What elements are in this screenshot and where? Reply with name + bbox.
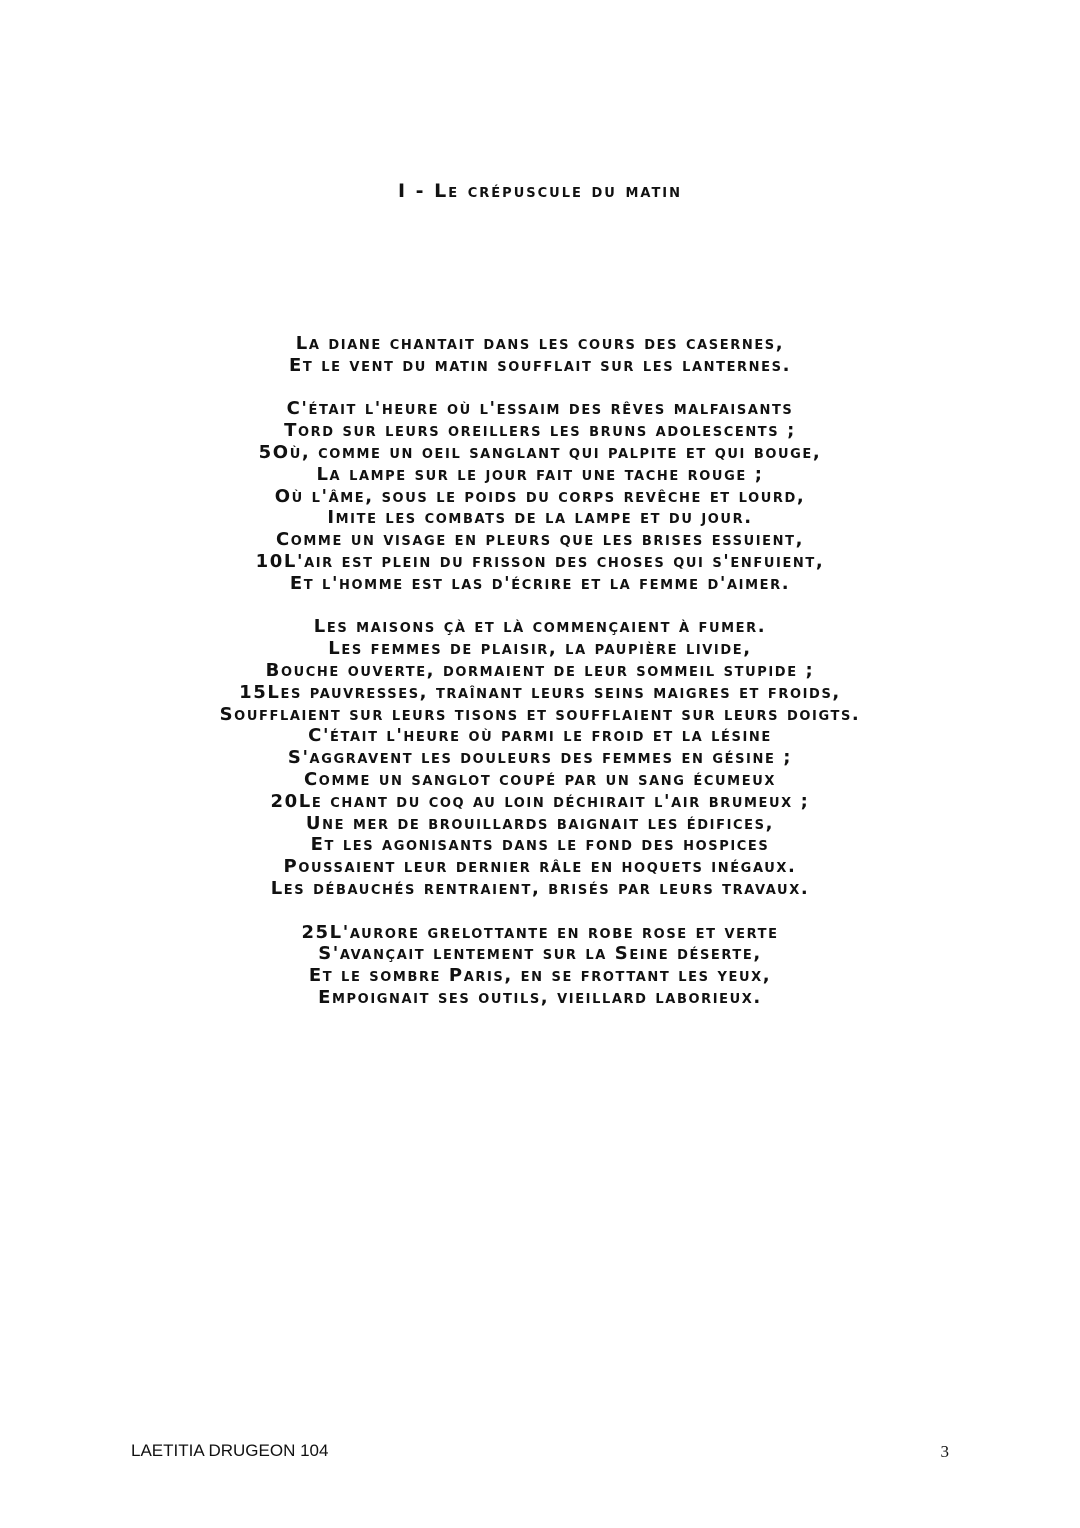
verse-line: C'était l'heure où parmi le froid et la lésine: [308, 725, 772, 747]
verse-line: Où l'âme, sous le poids du corps revêche et lourd,: [274, 485, 806, 507]
verse-line: Comme un sanglot coupé par un sang écumeux: [304, 768, 776, 790]
stanza-1: [0, 333, 1080, 377]
verse-line: Tord sur leurs oreillers les bruns adolescents ;: [284, 420, 796, 442]
poem-body: [0, 333, 1080, 1031]
verse-line: Bouche ouverte, dormaient de leur sommeil stupide ;: [265, 659, 815, 681]
verse-line: Une mer de brouillards baignait les édifices,: [305, 812, 775, 834]
verse-line: Les femmes de plaisir, la paupière livide,: [328, 638, 752, 660]
verse-line: Et les agonisants dans le fond des hospices: [310, 834, 770, 856]
verse-line: Empoignait ses outils, vieillard laborieux.: [318, 986, 762, 1008]
verse-line: Et le vent du matin soufflait sur les lanternes.: [288, 354, 792, 376]
stanza-3: [0, 616, 1080, 899]
verse-line: 20Le chant du coq au loin déchirait l'air brumeux ;: [270, 790, 810, 812]
verse-line: Poussaient leur dernier râle en hoquets inégaux.: [283, 856, 797, 878]
page-number: 3: [940, 1442, 949, 1461]
stanza-4: [0, 922, 1080, 1009]
verse-line: Et l'homme est las d'écrire et la femme d'aimer.: [289, 572, 791, 594]
stanza-2: [0, 398, 1080, 594]
footer-author: LAETITIA DRUGEON 104: [131, 1441, 329, 1460]
verse-line: 5Où, comme un oeil sanglant qui palpite et qui bouge,: [258, 441, 822, 463]
verse-line: S'avançait lentement sur la Seine déserte,: [318, 943, 762, 965]
verse-line: Comme un visage en pleurs que les brises essuient,: [275, 529, 805, 551]
verse-line: 25L'aurore grelottante en robe rose et verte: [301, 921, 779, 943]
verse-line: 10L'air est plein du frisson des choses qui s'enfuient,: [255, 550, 825, 572]
verse-line: C'était l'heure où l'essaim des rêves malfaisants: [286, 398, 794, 420]
verse-line: La lampe sur le jour fait une tache rouge ;: [316, 463, 764, 485]
poem-title: I - Le crépuscule du matin: [397, 180, 683, 202]
verse-line: Les maisons çà et là commençaient à fumer.: [313, 616, 767, 638]
verse-line: S'aggravent les douleurs des femmes en gésine ;: [287, 747, 793, 769]
verse-line: Les débauchés rentraient, brisés par leurs travaux.: [270, 877, 810, 899]
verse-line: Soufflaient sur leurs tisons et soufflaient sur leurs doigts.: [219, 703, 861, 725]
verse-line: Et le sombre Paris, en se frottant les yeux,: [308, 965, 772, 987]
verse-line: La diane chantait dans les cours des casernes,: [295, 333, 785, 354]
verse-line: 15Les pauvresses, traînant leurs seins maigres et froids,: [239, 681, 841, 703]
verse-line: Imite les combats de la lampe et du jour.: [327, 507, 753, 529]
